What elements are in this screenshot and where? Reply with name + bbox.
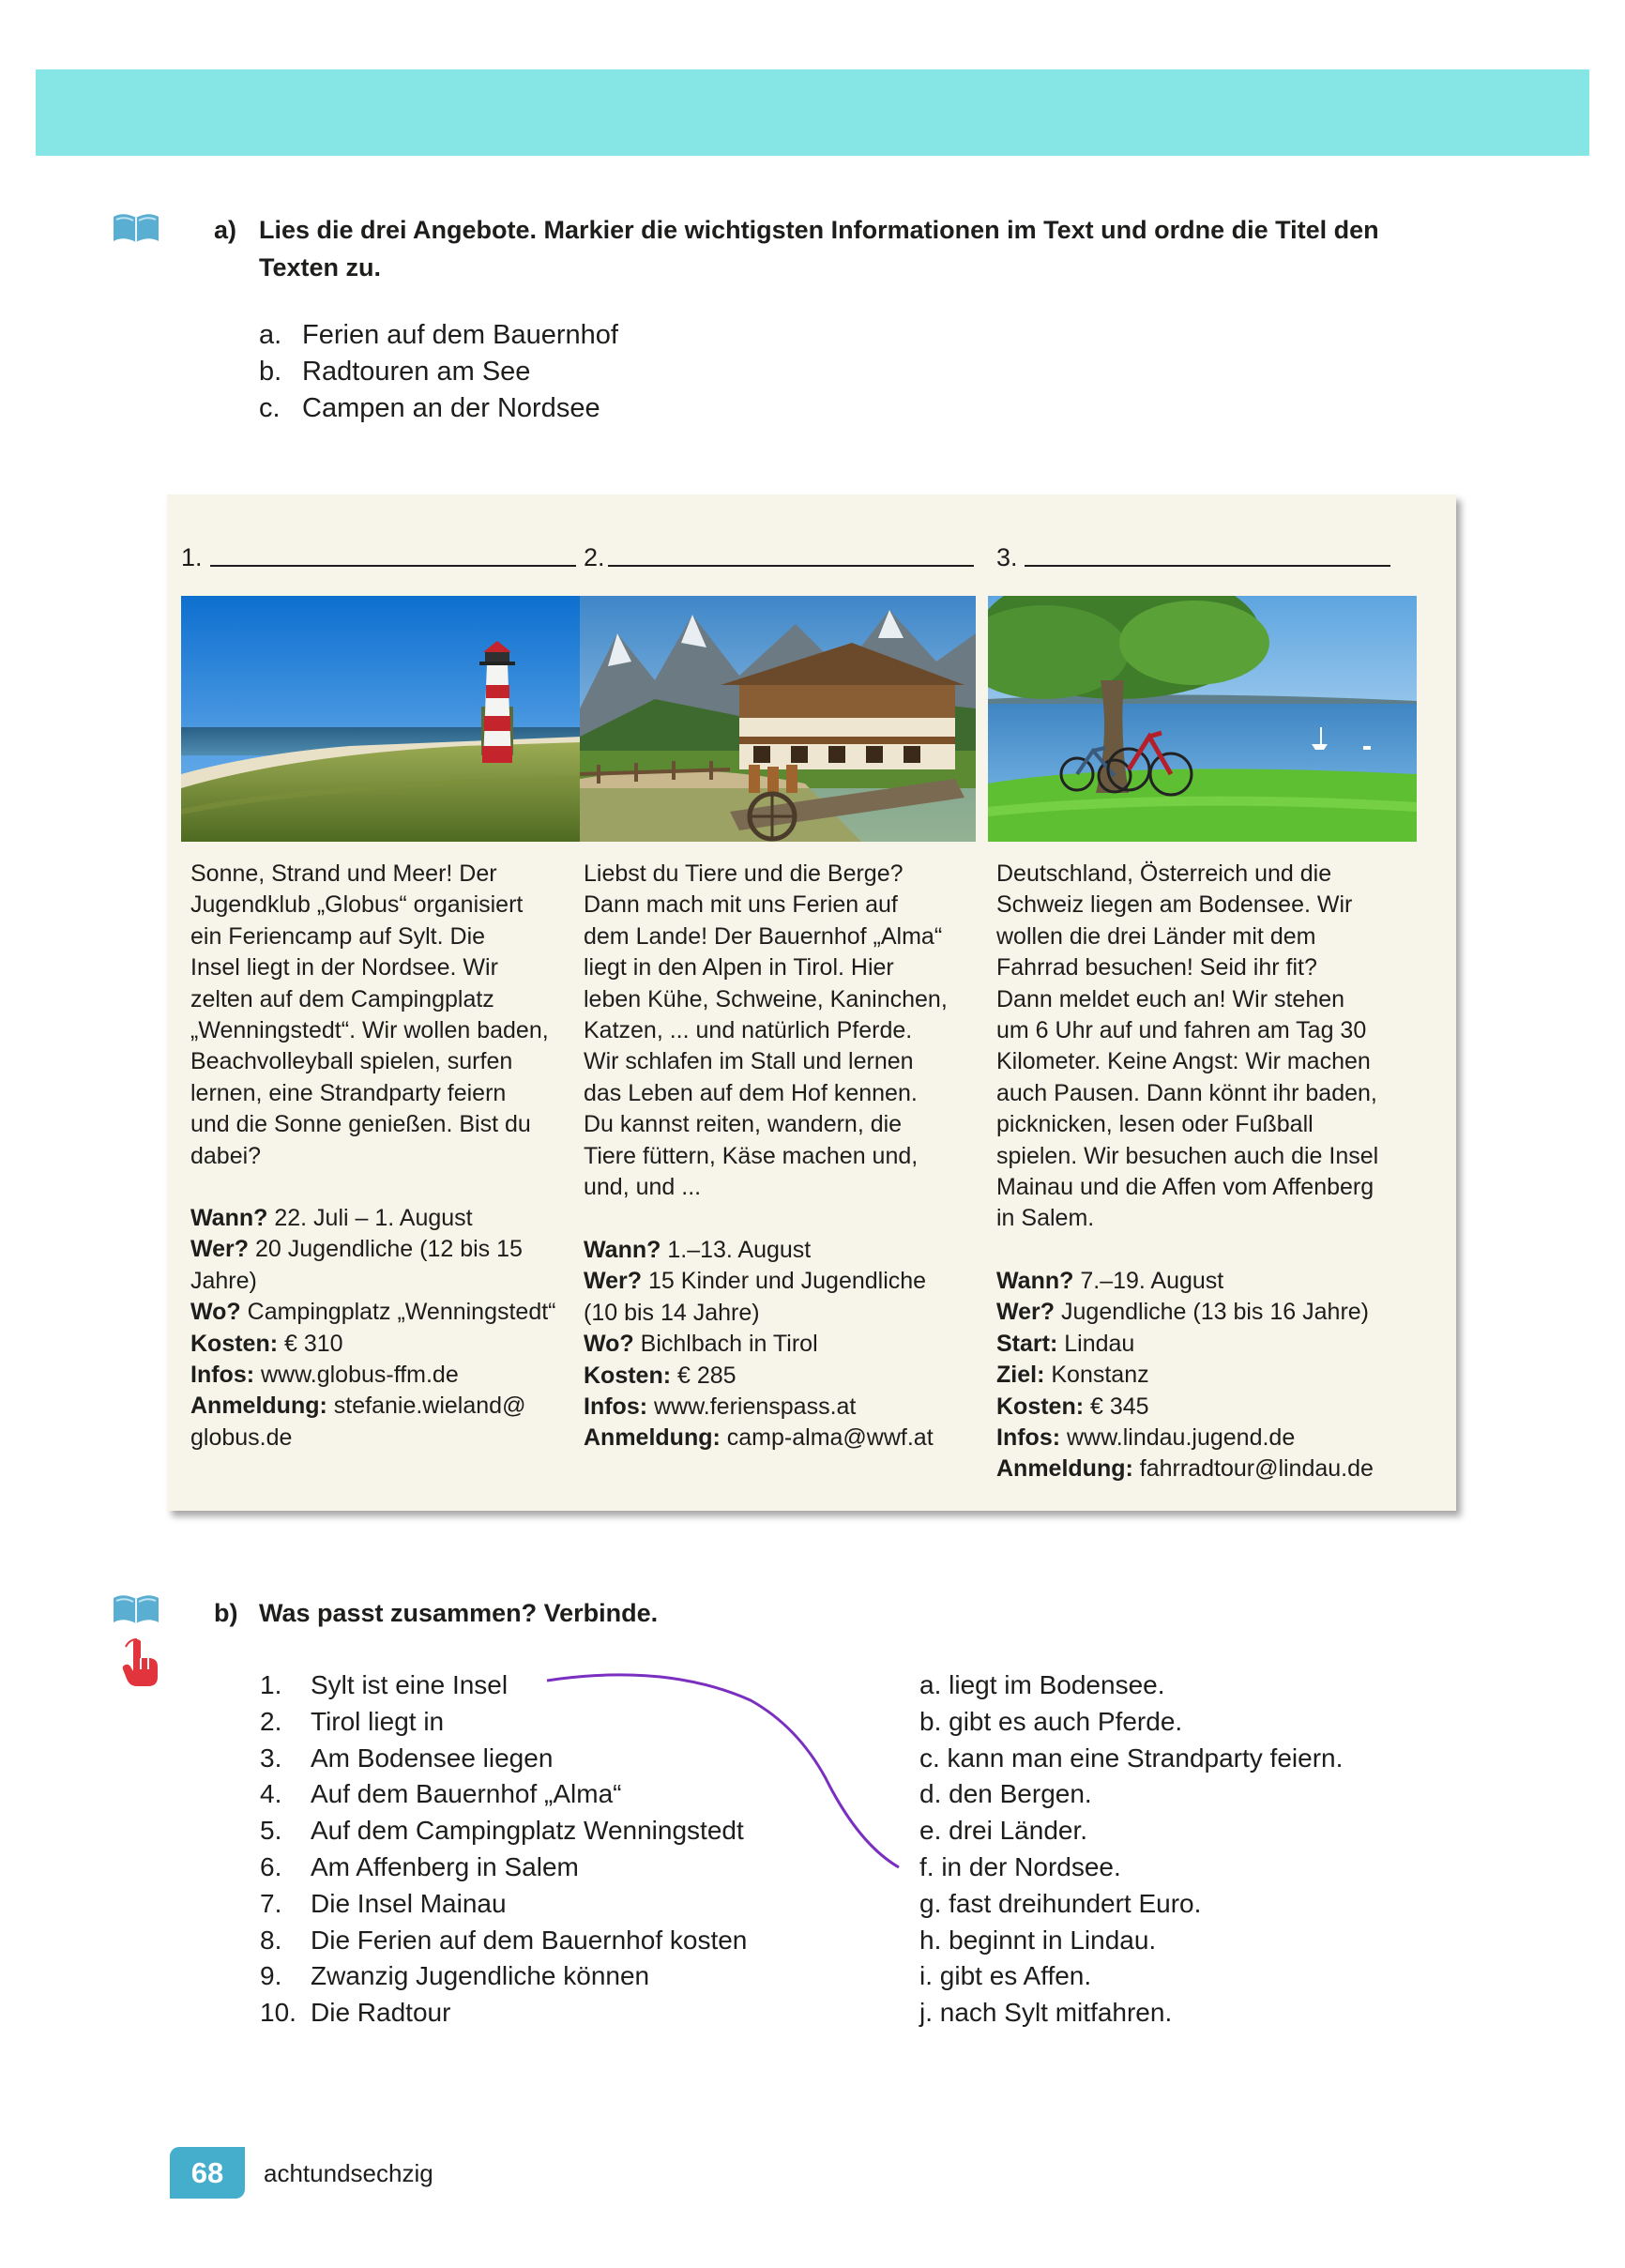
fact-row <box>996 1266 1456 1297</box>
offers-panel <box>167 495 1456 1511</box>
fact-label: Anmeldung: <box>584 1424 721 1452</box>
item-number: 2. <box>260 1706 282 1736</box>
fact-label: Kosten: <box>584 1362 672 1389</box>
fact-value: 22. Juli – 1. August <box>274 1205 473 1231</box>
item-text: Die Radtour <box>311 1998 451 2028</box>
fact-label: Start: <box>996 1330 1058 1357</box>
item-number: 5. <box>260 1816 282 1846</box>
item-text: Zwanzig Jugendliche können <box>311 1961 650 1991</box>
match-right-item[interactable]: b. gibt es auch Pferde. <box>919 1706 1183 1736</box>
fact-value: globus.de <box>190 1423 293 1451</box>
match-left-item[interactable] <box>260 1886 823 1923</box>
match-left-item[interactable] <box>260 1813 823 1849</box>
fact-row <box>190 1266 585 1297</box>
fact-row <box>190 1391 585 1422</box>
offer-line: Fahrrad besuchen! Seid ihr fit? <box>996 954 1317 982</box>
match-right-item[interactable]: a. liegt im Bodensee. <box>919 1670 1165 1699</box>
fact-value: Campingplatz „Wenningstedt“ <box>247 1299 556 1326</box>
match-left-item[interactable] <box>260 1776 823 1813</box>
fact-value: www.lindau.jugend.de <box>1067 1424 1296 1452</box>
task-a-letter: a) <box>214 216 237 244</box>
offer-facts <box>190 1203 585 1454</box>
fact-label: Wer? <box>584 1268 643 1295</box>
offer-text <box>190 859 585 1172</box>
fact-row <box>584 1266 993 1297</box>
fact-row <box>996 1392 1456 1423</box>
match-right-item[interactable]: i. gibt es Affen. <box>919 1961 1092 1991</box>
item-number: 6. <box>260 1851 282 1881</box>
lighthouse-photo <box>181 596 582 842</box>
fact-value: (10 bis 14 Jahre) <box>584 1299 760 1326</box>
item-number: 3. <box>260 1743 282 1773</box>
title-letter: b. <box>259 357 282 387</box>
offer-line: Sonne, Strand und Meer! Der <box>190 860 497 887</box>
offer-line: spielen. Wir besuchen auch die Insel <box>996 1142 1379 1169</box>
fact-value: Konstanz <box>1051 1362 1149 1389</box>
offer-line: Jugendklub „Globus“ organisiert <box>190 891 524 919</box>
farmhouse-photo <box>580 596 976 842</box>
fact-row <box>190 1234 585 1265</box>
offer-line: liegt in den Alpen in Tirol. Hier <box>584 954 894 982</box>
title-text: Campen an der Nordsee <box>302 393 600 423</box>
title-blank[interactable] <box>1025 565 1390 567</box>
fact-label: Kosten: <box>190 1330 279 1357</box>
match-left-item[interactable] <box>260 1741 823 1777</box>
offer-line: Deutschland, Österreich und die <box>996 860 1332 887</box>
fact-value: camp-alma@wwf.at <box>726 1424 934 1452</box>
fact-label: Anmeldung: <box>190 1393 327 1420</box>
hand-pointer-icon <box>120 1637 161 1688</box>
item-text: Auf dem Campingplatz Wenningstedt <box>311 1816 744 1846</box>
offer-line: lernen, eine Strandparty feiern <box>190 1079 507 1106</box>
offer-text <box>996 859 1456 1235</box>
task-b-letter: b) <box>214 1599 238 1627</box>
offer-line: Liebst du Tiere und die Berge? <box>584 860 904 887</box>
fact-value: 20 Jugendliche (12 bis 15 <box>255 1236 523 1263</box>
fact-value: fahrradtour@lindau.de <box>1139 1455 1374 1483</box>
page-number: 68 <box>170 2147 245 2199</box>
offer-line: Schweiz liegen am Bodensee. Wir <box>996 891 1353 919</box>
fact-label: Wann? <box>996 1268 1074 1294</box>
task-a-line1: Lies die drei Angebote. Markier die wichtigsten Informationen im Text und ordne die Titel den <box>259 216 1379 244</box>
match-right-item[interactable]: g. fast dreihundert Euro. <box>919 1888 1202 1918</box>
match-right-item[interactable]: h. beginnt in Lindau. <box>919 1925 1157 1955</box>
offer-line: ein Feriencamp auf Sylt. Die <box>190 922 486 950</box>
offer-facts <box>584 1235 993 1454</box>
fact-label: Wer? <box>996 1299 1055 1326</box>
task-a-instruction <box>214 211 1434 286</box>
offer-line: das Leben auf dem Hof kennen. <box>584 1079 918 1106</box>
item-text: Die Ferien auf dem Bauernhof kosten <box>311 1925 748 1955</box>
item-number: 4. <box>260 1779 282 1809</box>
offer-line: Du kannst reiten, wandern, die <box>584 1111 903 1138</box>
fact-value: www.ferienspass.at <box>654 1393 857 1421</box>
title-blank[interactable] <box>608 565 974 567</box>
item-number: 9. <box>260 1961 282 1991</box>
fact-label: Infos: <box>190 1362 255 1389</box>
fact-value: Jahre) <box>190 1267 257 1294</box>
match-right-item[interactable]: d. den Bergen. <box>919 1779 1092 1809</box>
fact-value: www.globus-ffm.de <box>261 1362 459 1389</box>
fact-row <box>584 1392 993 1423</box>
fact-label: Wann? <box>190 1205 268 1231</box>
fact-label: Infos: <box>996 1424 1061 1452</box>
fact-row <box>190 1423 585 1454</box>
item-text: Am Affenberg in Salem <box>311 1851 579 1881</box>
title-text: Radtouren am See <box>302 357 531 387</box>
offer-line: um 6 Uhr auf und fahren am Tag 30 <box>996 1017 1367 1044</box>
title-letter: a. <box>259 320 282 350</box>
match-right-list <box>919 1667 1343 2032</box>
fact-row <box>996 1297 1456 1328</box>
fact-value: stefanie.wieland@ <box>333 1393 526 1420</box>
offer-line: Beachvolleyball spielen, surfen <box>190 1048 513 1075</box>
offer-line: picknicken, lesen oder Fußball <box>996 1111 1314 1138</box>
offer-line: „Wenningstedt“. Wir wollen baden, <box>190 1017 549 1044</box>
offer-line: Wir schlafen im Stall und lernen <box>584 1048 914 1075</box>
offer-number: 3. <box>996 543 1018 571</box>
fact-row <box>584 1361 993 1392</box>
match-left-item[interactable] <box>260 1849 823 1886</box>
offer-number: 1. <box>181 543 203 571</box>
offer-line: in Salem. <box>996 1205 1095 1232</box>
fact-row <box>996 1360 1456 1391</box>
fact-label: Ziel: <box>996 1362 1045 1389</box>
fact-row <box>996 1329 1456 1360</box>
offer-line: Mainau und die Affen vom Affenberg <box>996 1174 1374 1201</box>
task-b-text: Was passt zusammen? Verbinde. <box>259 1599 659 1627</box>
fact-label: Wer? <box>190 1236 250 1263</box>
offer-line: dem Lande! Der Bauernhof „Alma“ <box>584 922 943 950</box>
match-right-item[interactable]: c. kann man eine Strandparty feiern. <box>919 1743 1344 1773</box>
task-a-line2: Texten zu. <box>259 253 382 282</box>
fact-value: 15 Kinder und Jugendliche <box>648 1268 927 1295</box>
item-text: Die Insel Mainau <box>311 1888 507 1918</box>
offer-line: Katzen, ... und natürlich Pferde. <box>584 1017 913 1044</box>
offer-line: dabei? <box>190 1142 262 1169</box>
fact-label: Wo? <box>584 1331 634 1358</box>
fact-row <box>584 1235 993 1266</box>
fact-row <box>190 1297 585 1328</box>
fact-value: 7.–19. August <box>1080 1268 1224 1294</box>
item-number: 7. <box>260 1888 282 1918</box>
offer-line: zelten auf dem Campingplatz <box>190 985 494 1012</box>
match-left-item[interactable] <box>260 1923 823 1959</box>
fact-row <box>190 1329 585 1360</box>
offer-number: 2. <box>584 543 605 571</box>
item-text: Auf dem Bauernhof „Alma“ <box>311 1779 622 1809</box>
match-right-item[interactable]: e. drei Länder. <box>919 1816 1088 1846</box>
offer-line: Tiere füttern, Käse machen und, <box>584 1142 919 1169</box>
fact-row <box>996 1454 1456 1484</box>
match-right-item[interactable]: f. in der Nordsee. <box>919 1851 1121 1881</box>
offer-line: Dann mach mit uns Ferien auf <box>584 891 898 919</box>
offer-line: Insel liegt in der Nordsee. Wir <box>190 954 498 982</box>
offer-text <box>584 859 993 1203</box>
task-b-instruction <box>214 1594 964 1632</box>
offer-facts <box>996 1266 1456 1485</box>
fact-label: Wann? <box>584 1237 661 1263</box>
fact-value: 1.–13. August <box>667 1237 812 1263</box>
offer-line: wollen die drei Länder mit dem <box>996 922 1316 950</box>
match-left-list <box>260 1667 823 2032</box>
book-icon <box>111 209 161 245</box>
offer-line: Dann meldet euch an! Wir stehen <box>996 985 1345 1012</box>
item-number: 10. <box>260 1998 296 2028</box>
fact-label: Anmeldung: <box>996 1455 1133 1483</box>
title-blank[interactable] <box>210 565 576 567</box>
book-icon <box>111 1591 161 1626</box>
match-right-item[interactable]: j. nach Sylt mitfahren. <box>919 1998 1173 2028</box>
fact-row <box>584 1329 993 1360</box>
offer-column-3 <box>993 495 1456 1511</box>
item-text: Tirol liegt in <box>311 1706 445 1736</box>
item-number: 1. <box>260 1670 282 1699</box>
page-number-word: achtundsechzig <box>264 2159 433 2187</box>
fact-row <box>584 1298 993 1329</box>
match-left-item[interactable] <box>260 1958 823 1995</box>
offer-column-2 <box>580 495 993 1511</box>
offer-line: und die Sonne genießen. Bist du <box>190 1111 531 1138</box>
fact-value: Bichlbach in Tirol <box>640 1331 818 1358</box>
fact-value: Jugendliche (13 bis 16 Jahre) <box>1061 1299 1369 1326</box>
title-letter: c. <box>259 393 281 423</box>
offer-column-1 <box>167 495 580 1511</box>
match-left-item[interactable] <box>260 1667 823 1704</box>
match-left-item[interactable] <box>260 1704 823 1741</box>
fact-value: € 285 <box>677 1362 737 1389</box>
fact-row <box>190 1203 585 1234</box>
title-text: Ferien auf dem Bauernhof <box>302 320 618 350</box>
fact-value: € 310 <box>284 1330 343 1357</box>
lake-bicycles-photo <box>988 596 1417 842</box>
offer-line: leben Kühe, Schweine, Kaninchen, <box>584 985 948 1012</box>
fact-row <box>996 1423 1456 1454</box>
header-bar <box>36 69 1589 156</box>
item-number: 8. <box>260 1925 282 1955</box>
fact-row <box>190 1360 585 1391</box>
fact-label: Infos: <box>584 1393 648 1421</box>
fact-value: € 345 <box>1090 1393 1149 1420</box>
item-text: Am Bodensee liegen <box>311 1743 554 1773</box>
fact-label: Kosten: <box>996 1393 1085 1420</box>
fact-row <box>584 1423 993 1454</box>
offer-line: auch Pausen. Dann könnt ihr baden, <box>996 1079 1377 1106</box>
match-left-item[interactable] <box>260 1995 823 2032</box>
fact-value: Lindau <box>1064 1330 1135 1357</box>
offer-line: Kilometer. Keine Angst: Wir machen <box>996 1048 1371 1075</box>
offer-line: und, und ... <box>584 1174 702 1201</box>
fact-label: Wo? <box>190 1299 241 1326</box>
item-text: Sylt ist eine Insel <box>311 1670 509 1699</box>
